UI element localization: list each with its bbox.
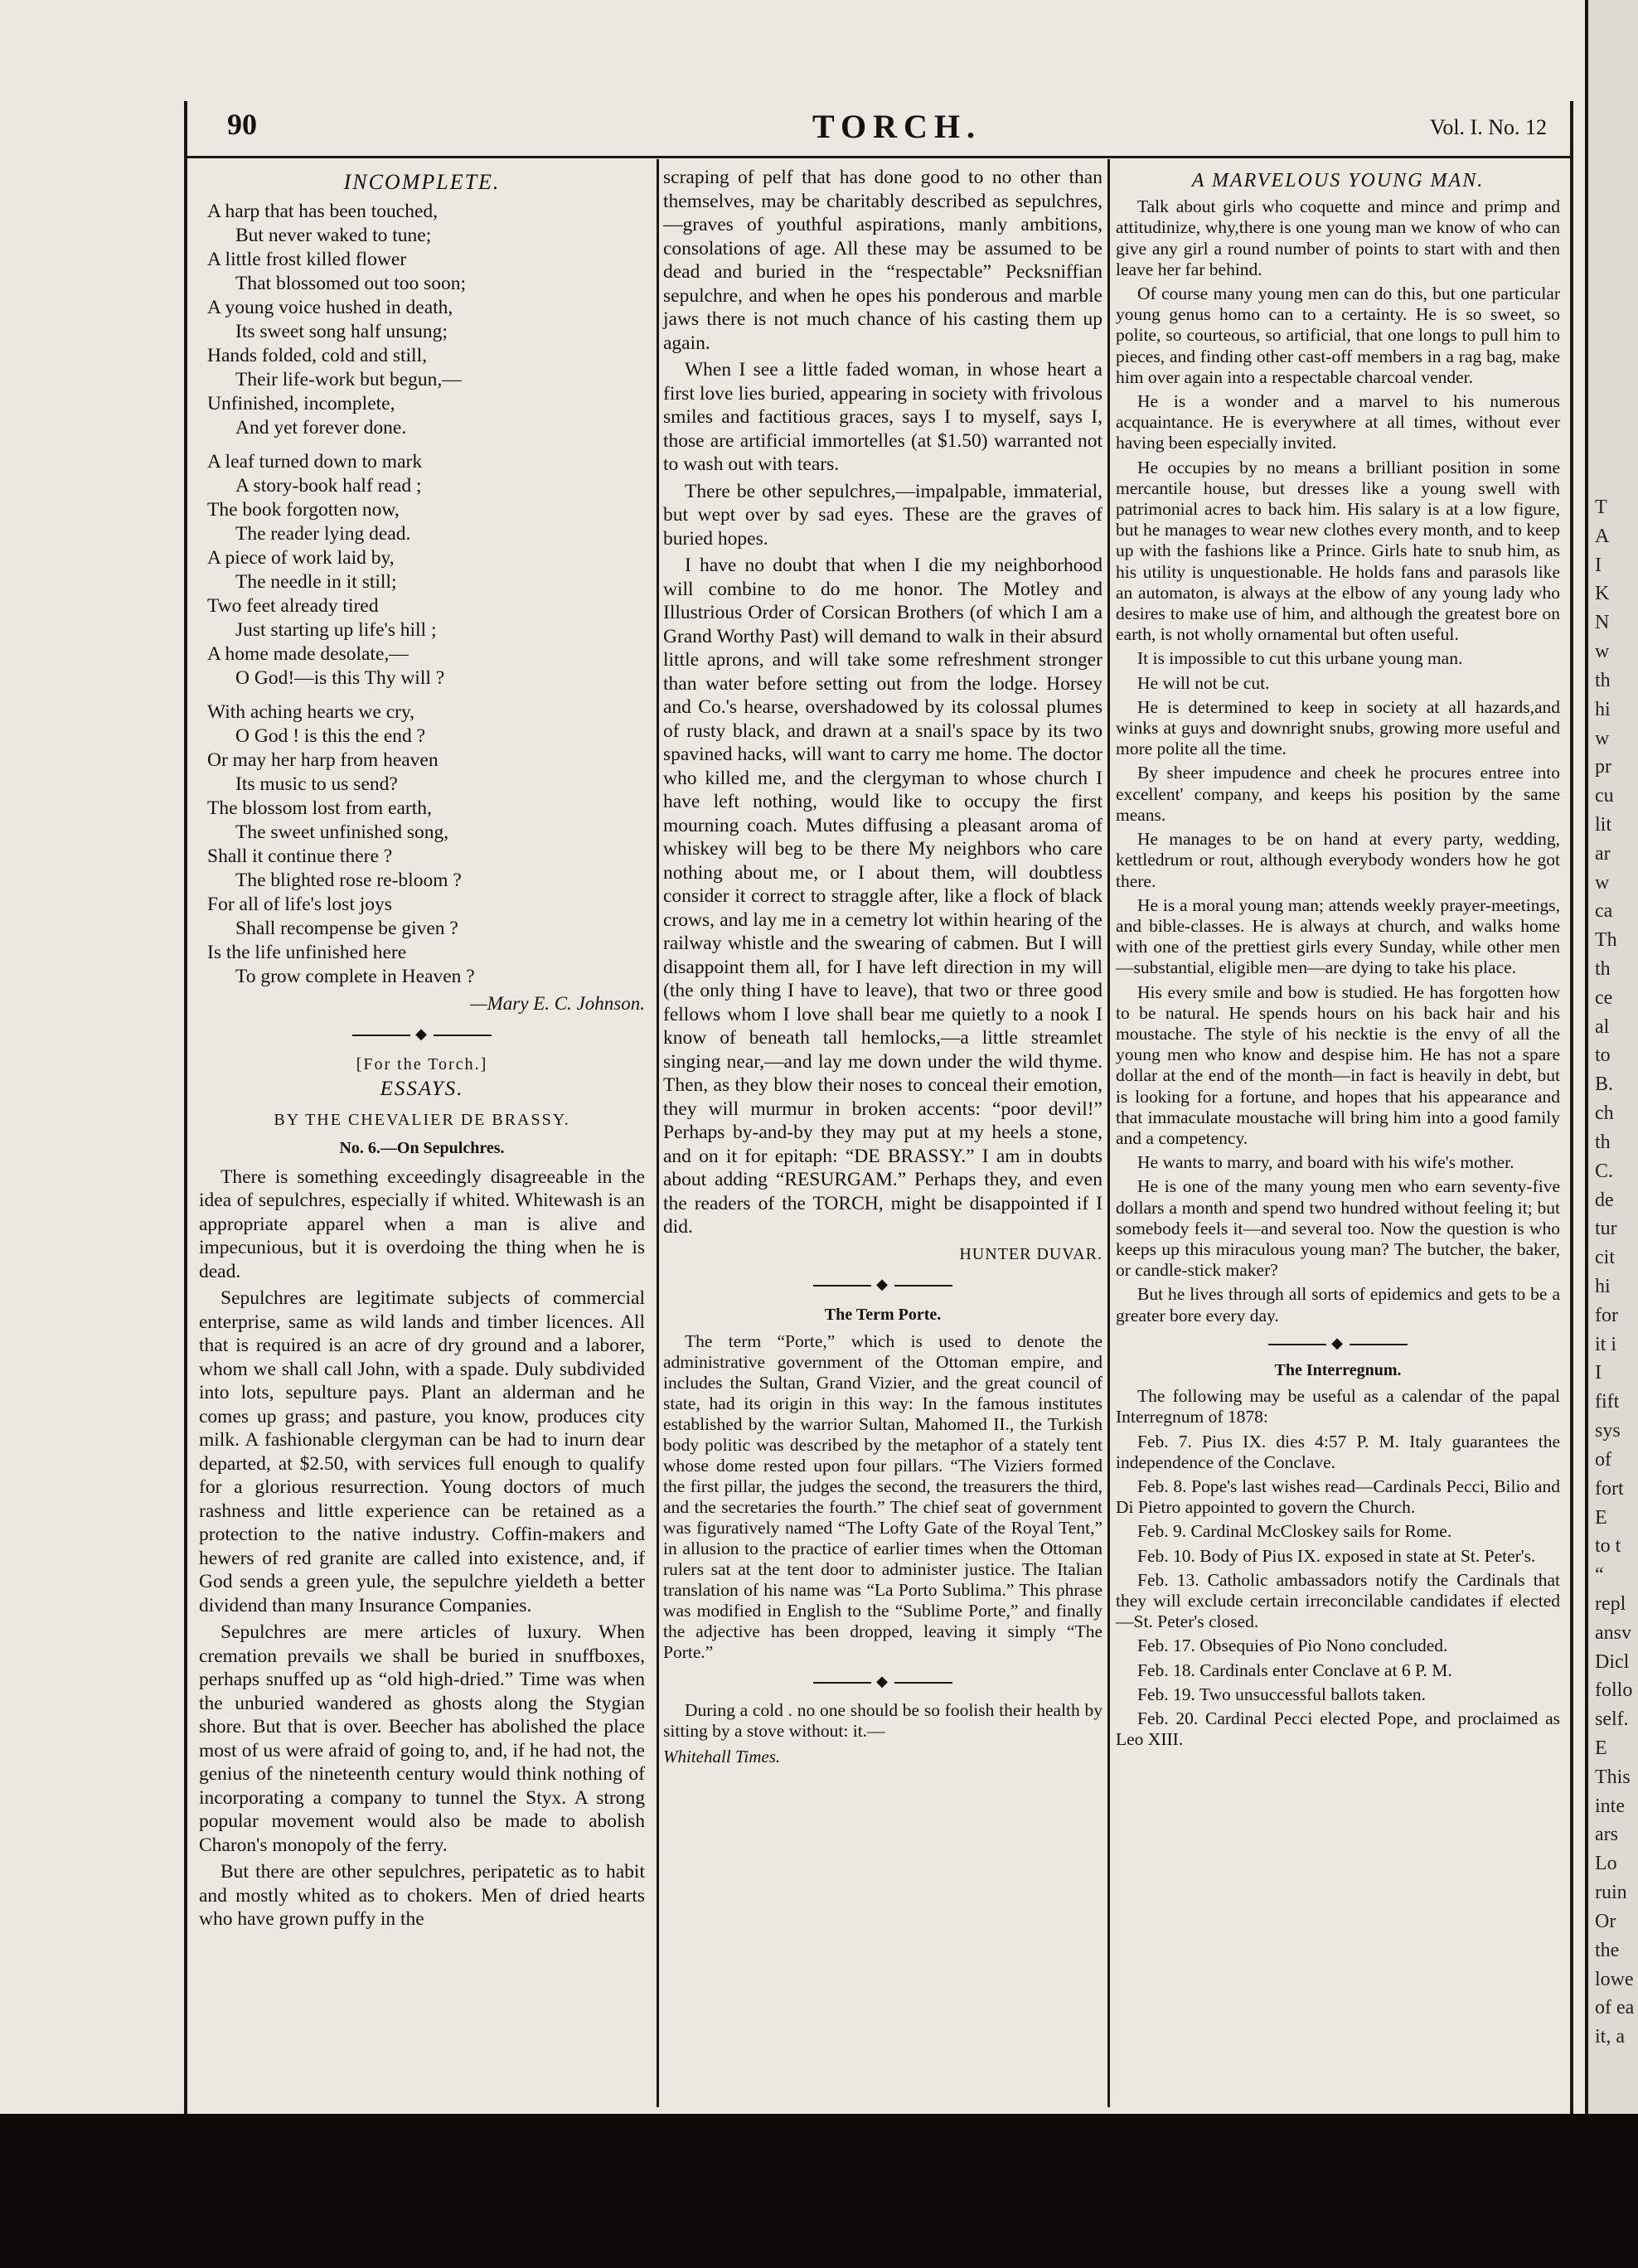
poem-line: The blossom lost from earth, bbox=[207, 797, 432, 819]
edge-text-fragment: hi bbox=[1595, 1276, 1611, 1297]
page-number: 90 bbox=[227, 108, 257, 141]
edge-text-fragment: N bbox=[1595, 612, 1610, 634]
poem-line: Hands folded, cold and still, bbox=[207, 344, 427, 366]
edge-text-fragment: cit bbox=[1595, 1247, 1615, 1269]
poem-line: Shall recompense be given ? bbox=[235, 917, 458, 939]
edge-text-fragment: ca bbox=[1595, 900, 1613, 923]
edge-text-fragment: E bbox=[1595, 1737, 1607, 1760]
poem-line: That blossomed out too soon; bbox=[235, 272, 467, 294]
essay-source-note: [For the Torch.] bbox=[356, 1054, 488, 1073]
edge-text-fragment: fort bbox=[1595, 1477, 1624, 1500]
edge-text-fragment: ruin bbox=[1595, 1882, 1627, 1904]
edge-text-fragment: de bbox=[1595, 1189, 1614, 1211]
edge-text-fragment: inte bbox=[1595, 1795, 1625, 1817]
calendar-entry: Feb. 10. Body of Pius IX. exposed in state at St. Peter's. bbox=[1137, 1545, 1536, 1566]
poem-line: To grow complete in Heaven ? bbox=[235, 965, 475, 987]
calendar-entry: Feb. 8. Pope's last wishes read—Cardinals Pecci, Bilio and Di Pietro appointed to govern the Church. bbox=[1116, 1476, 1560, 1518]
edge-text-fragment: it, a bbox=[1595, 2026, 1625, 2048]
paragraph: He wants to marry, and board with his wife's mother. bbox=[1137, 1152, 1514, 1173]
edge-text-fragment: “ bbox=[1595, 1564, 1604, 1587]
edge-text-fragment: to t bbox=[1595, 1535, 1621, 1558]
edge-text-fragment: th bbox=[1595, 669, 1611, 691]
poem-line: A young voice hushed in death, bbox=[207, 296, 453, 318]
paragraph: scraping of pelf that has done good to no other than themselves, may be charitably described as sepulchres,—graves of youthful aspirations, manly ambitions, consolations of age. All these may be assumed to be dead and buried in the “respectable” Pecksniffian sepulchre, and when he opes his ponderous and marble jaws there is not much chance of his casting them up again. bbox=[663, 167, 1102, 354]
poem-line: Just starting up life's hill ; bbox=[235, 618, 437, 641]
edge-text-fragment: I bbox=[1595, 1362, 1602, 1384]
poem-line: A harp that has been touched, bbox=[207, 200, 438, 222]
poem-line: For all of life's lost joys bbox=[207, 893, 392, 915]
edge-text-fragment: tur bbox=[1595, 1218, 1617, 1240]
calendar-entry: Feb. 17. Obsequies of Pio Nono concluded. bbox=[1137, 1636, 1448, 1656]
poem-line: With aching hearts we cry, bbox=[207, 700, 415, 723]
paragraph: He is determined to keep in society at all hazards,and winks at guys and downright snubs, growing more useful and more polite all the time. bbox=[1116, 696, 1560, 759]
paragraph: But there are other sepulchres, peripatetic as to habit and mostly whited as to chokers. Men of dried hearts who have grown puffy in the bbox=[199, 1861, 645, 1930]
paragraph: Of course many young men can do this, but one particular young genus homo can to a certainty. He is so sweet, so polite, so courteous, so artificial, that one longs to pull him to pieces, and finding other cast-off members in a rag bag, make him over again into a respectable charcoal vender. bbox=[1116, 284, 1560, 387]
paragraph: The following may be useful as a calendar of the papal Interregnum of 1878: bbox=[1116, 1386, 1560, 1427]
edge-text-fragment: for bbox=[1595, 1304, 1618, 1326]
poem-line: And yet forever done. bbox=[235, 416, 407, 439]
edge-text-fragment: repl bbox=[1595, 1592, 1626, 1615]
poem-line: Two feet already tired bbox=[207, 594, 379, 617]
paragraph: When I see a little faded woman, in whose heart a first love lies buried, appearing in society with frivolous smiles and factitious graces, says I to myself, says I, those are artificial immortelles (at $1.50) warranted not to wash out with tears. bbox=[663, 359, 1102, 475]
poem-line: O God ! is this the end ? bbox=[235, 724, 426, 747]
calendar-entry: Feb. 13. Catholic ambassadors notify the Cardinals that they will exclude certain irreconcilable candidates if elected—St. Peter's closed. bbox=[1116, 1569, 1560, 1632]
edge-text-fragment: of ea bbox=[1595, 1997, 1635, 2019]
edge-text-fragment: lit bbox=[1595, 813, 1612, 836]
ornament-divider: ◆ bbox=[663, 1670, 1102, 1694]
poem-line: Shall it continue there ? bbox=[207, 845, 393, 867]
ornament-divider: ◆ bbox=[1116, 1333, 1560, 1354]
edge-text-fragment: follo bbox=[1595, 1679, 1633, 1702]
essay-author: BY THE CHEVALIER DE BRASSY. bbox=[274, 1110, 570, 1129]
poem-line: A home made desolate,— bbox=[207, 642, 409, 665]
poem-line: The book forgotten now, bbox=[207, 498, 400, 521]
essay-heading: ESSAYS. bbox=[380, 1078, 464, 1100]
poem-line: The sweet unfinished song, bbox=[235, 821, 449, 843]
poem-line: A story-book half read ; bbox=[235, 474, 422, 497]
edge-text-fragment: Th bbox=[1595, 929, 1617, 952]
paragraph: He is a wonder and a marvel to his numerous acquaintance. He is everywhere at all times, without ever having been especially invited. bbox=[1116, 391, 1560, 453]
edge-text-fragment: lowe bbox=[1595, 1968, 1634, 1990]
paragraph: By sheer impudence and cheek he procures entree into excellent' company, and keeps his position by the same means. bbox=[1116, 763, 1560, 825]
poem-line: But never waked to tune; bbox=[235, 224, 432, 246]
ornament-divider: ◆ bbox=[663, 1272, 1102, 1296]
edge-text-fragment: hi bbox=[1595, 698, 1611, 720]
edge-text-fragment: E bbox=[1595, 1506, 1607, 1529]
edge-text-fragment: K bbox=[1595, 583, 1610, 605]
edge-text-fragment: sys bbox=[1595, 1420, 1621, 1442]
article-title: A MARVELOUS YOUNG MAN. bbox=[1191, 170, 1485, 191]
paragraph: The term “Porte,” which is used to denote the administrative government of the Ottoman empire, and includes the Sultan, Grand Vizier, and the great council of state, had its origin in this way: In the famous institutes established by the warrior Sultan, Mahomed II., the Turkish body politic was described by the metaphor of a stately tent whose dome rested upon four pillars. “The Viziers formed the first pillar, the judges the second, the treasurers the third, and the secretaries the fourth.” The chief seat of government was figuratively named “The Lofty Gate of the Royal Tent,” in allusion to the practice of earlier times when the Ottoman rulers sat at the tent door to administer justice. The Italian translation of his name was “La Porto Sublima.” This phrase was modified in English to the “Sublime Porte,” and finally the adjective has been dropped, leaving it simply “The Porte.” bbox=[663, 1331, 1102, 1662]
interregnum-title: The Interregnum. bbox=[1274, 1360, 1402, 1379]
poem-attribution: —Mary E. C. Johnson. bbox=[470, 992, 645, 1014]
poem-title: INCOMPLETE. bbox=[343, 170, 501, 194]
edge-text-fragment: ars bbox=[1595, 1824, 1618, 1846]
edge-text-fragment: the bbox=[1595, 1939, 1620, 1961]
edge-text-fragment: ansv bbox=[1595, 1621, 1631, 1644]
paragraph: During a cold . no one should be so foolish their health by sitting by a stove without: it.— bbox=[663, 1699, 1102, 1741]
essay-signature: HUNTER DUVAR. bbox=[959, 1244, 1102, 1263]
poem-line: A piece of work laid by, bbox=[207, 546, 395, 569]
edge-text-fragment: al bbox=[1595, 1015, 1610, 1038]
edge-text-fragment: w bbox=[1595, 871, 1610, 894]
poem-line: Their life-work but begun,— bbox=[235, 368, 462, 390]
poem-line: A leaf turned down to mark bbox=[207, 450, 423, 472]
paragraph: He occupies by no means a brilliant position in some mercantile house, but dresses like a young swell with patrimonial acres to back him. His salary is at a low figure, but he manages to wear new clothes every month, and to keep up with the fashions like a Prince. Girls hate to snub him, as his utility is unquestionable. He holds fans and parasols like an automaton, is always at the elbow of any young lady who desires to make use of him, and although the greatest bore on earth, is not wholly ornamental but often useful. bbox=[1116, 457, 1560, 645]
paragraph: His every smile and bow is studied. He has forgotten how to be natural. He spends hours on his back hair and his moustache. The style of his necktie is the envy of all the young men who know and despise him. He has not a spare dollar at the end of the month—in fact is heavily in debt, but is looking for a fortune, and hopes that his appearance and that immaculate moustache will bring him into a good family and a competency. bbox=[1116, 981, 1560, 1148]
paragraph: But he lives through all sorts of epidemics and gets to be a greater bore every day. bbox=[1116, 1284, 1560, 1325]
poem-line: Or may her harp from heaven bbox=[207, 749, 439, 771]
edge-text-fragment: it i bbox=[1595, 1333, 1617, 1355]
edge-text-fragment: I bbox=[1595, 554, 1602, 576]
edge-text-fragment: ch bbox=[1595, 1102, 1614, 1125]
paragraph: Sepulchres are legitimate subjects of commercial enterprise, same as wild lands and timber licences. All that is required is an acre of dry ground and a laborer, whom we shall call John, with a spade. Duly subdivided into lots, sepulture pays. Plant an alderman and he comes up grass; and pasture, you know, produces city milk. A fashionable clergyman can be had to inurn dear departed, at $2.50, with services full enough to qualify for a glorious resurrection. Young doctors of much rashness and little experience can be retained as a protection to the native industry. Coffin-makers and hewers of red granite are called into existence, and, if God sends a green yule, the sepulchre yieldeth a better dividend than many Insurance Companies. bbox=[199, 1287, 645, 1616]
paragraph: Sepulchres are mere articles of luxury. When cremation prevails we shall be buried in snuffboxes, perhaps snuffed up as “old high-dried.” Time was when the unburied wandered as ghosts along the Stygian shore. But that is over. Beecher has abolished the place most of us were afraid of going to, and, if he had not, the genius of the nineteenth century would think nothing of incorporating a company to tunnel the Styx. A strong popular movement would also be made to abolish Charon's monopoly of the ferry. bbox=[199, 1621, 645, 1856]
edge-text-fragment: Or bbox=[1595, 1910, 1616, 1932]
calendar-entry: Feb. 20. Cardinal Pecci elected Pope, and proclaimed as Leo XIII. bbox=[1116, 1708, 1560, 1750]
edge-text-fragment: th bbox=[1595, 958, 1611, 981]
edge-text-fragment: B. bbox=[1595, 1073, 1614, 1096]
edge-text-fragment: w bbox=[1595, 641, 1610, 663]
edge-text-fragment: ce bbox=[1595, 986, 1613, 1009]
edge-text-fragment: ar bbox=[1595, 842, 1611, 865]
edge-text-fragment: C. bbox=[1595, 1160, 1614, 1182]
paragraph: He is a moral young man; attends weekly prayer-meetings, and bible-classes. He is always at church, and walks home with one of the prettiest girls every Sunday, while other men—substantial, eligible men—are dying to take his place. bbox=[1116, 894, 1560, 978]
edge-text-fragment: pr bbox=[1595, 756, 1611, 778]
calendar-entry: Feb. 7. Pius IX. dies 4:57 P. M. Italy guarantees the independence of the Conclave. bbox=[1116, 1431, 1560, 1472]
poem-line: Its sweet song half unsung; bbox=[235, 320, 448, 342]
paragraph: I have no doubt that when I die my neighborhood will combine to do me honor. The Motley and Illustrious Order of Corsican Brothers (of which I am a Grand Worthy Past) will demand to walk in their absurd little aprons, and will take some refreshment stronger than water before setting out from the lodge. Horsey and Co.'s hearse, overshadowed by its colossal plumes of rusty black, and drawn at a snail's space by its two spavined hacks, will want to carry me home. The doctor who killed me, and the clergyman to whose church I have left nothing, would like to occupy the first mourning coach. Mutes diffusing a pleasant aroma of whiskey will beg to be there My neighbors who care nothing about me, or I about them, will doubtless consider it correct to straggle after, like a flock of black crows, and lay me in a cemetry lot within hearing of the railway whistle and the swearing of cabmen. But I will disappoint them all, for I have left direction in my will (the only thing I have to leave), that two or three good fellows whom I love shall bear me quietly to a nook I know of beneath tall hemlocks,—a little streamlet singing near,—and lay me down under the wild thyme. Then, as they blow their noses to conceal their emotion, they will murmur in broken accents: “poor devil!” Perhaps by-and-by they may put at my heels a stone, and on it for epitaph: “DE BRASSY.” I am in doubts about adding “RESURGAM.” Perhaps they, and even the readers of the TORCH, might be disappointed if I did. bbox=[663, 555, 1102, 1238]
calendar-entry: Feb. 18. Cardinals enter Conclave at 6 P. M. bbox=[1137, 1660, 1452, 1680]
edge-text-fragment: Lo bbox=[1595, 1853, 1617, 1875]
poem-line: A little frost killed flower bbox=[207, 248, 407, 270]
porte-title: The Term Porte. bbox=[824, 1305, 942, 1324]
paragraph: There be other sepulchres,—impalpable, immaterial, but wept over by sad eyes. These are the graves of buried hopes. bbox=[663, 480, 1102, 550]
edge-text-fragment: cu bbox=[1595, 785, 1614, 807]
edge-text-fragment: T bbox=[1595, 497, 1607, 518]
edge-text-fragment: of bbox=[1595, 1448, 1611, 1471]
quote-source: Whitehall Times. bbox=[663, 1746, 781, 1766]
paragraph: It is impossible to cut this urbane young man. bbox=[1137, 648, 1463, 669]
edge-text-fragment: w bbox=[1595, 727, 1610, 749]
paragraph: He is one of the many young men who earn seventy-five dollars a month and spend two hundred without feeling it; but somebody feels it—and several too. Now the question is who keeps up this miraculous young man? The butcher, the baker, or candle-stick maker? bbox=[1116, 1176, 1560, 1281]
masthead: TORCH. bbox=[812, 108, 981, 145]
page-frame bbox=[184, 101, 1573, 2114]
poem-line: Unfinished, incomplete, bbox=[207, 392, 395, 414]
ornament-divider: ◆ bbox=[199, 1022, 645, 1046]
poem-line: Its music to us send? bbox=[235, 773, 398, 795]
paragraph: Talk about girls who coquette and mince and primp and attitudinize, why,there is one young man we know of who can give any girl a round number of points to start with and then leave her far behind. bbox=[1116, 196, 1560, 279]
edge-text-fragment: This bbox=[1595, 1766, 1631, 1788]
poem-line: The reader lying dead. bbox=[235, 522, 411, 545]
poem-line: Is the life unfinished here bbox=[207, 941, 407, 963]
poem-line: The blighted rose re-bloom ? bbox=[235, 869, 462, 891]
edge-text-fragment: A bbox=[1595, 525, 1610, 547]
edge-text-fragment: th bbox=[1595, 1131, 1611, 1153]
edge-text-fragment: Dicl bbox=[1595, 1650, 1630, 1673]
poem-line: O God!—is this Thy will ? bbox=[235, 666, 445, 689]
poem-line: The needle in it still; bbox=[235, 570, 397, 593]
essay-number: No. 6.—On Sepulchres. bbox=[339, 1139, 505, 1157]
calendar-entry: Feb. 9. Cardinal McCloskey sails for Rome. bbox=[1137, 1521, 1452, 1542]
paragraph: There is something exceedingly disagreeable in the idea of sepulchres, especially if whited. Whitewash is an appropriate apparel when a man is alive and impecunious, but it is overdoing the thing when he is dead. bbox=[199, 1166, 645, 1282]
adjacent-page-edge bbox=[1585, 0, 1638, 2114]
paragraph: He manages to be on hand at every party, wedding, kettledrum or rout, although everybody wonders how he got there. bbox=[1116, 829, 1560, 891]
edge-text-fragment: fift bbox=[1595, 1391, 1620, 1413]
calendar-entry: Feb. 19. Two unsuccessful ballots taken. bbox=[1137, 1684, 1427, 1704]
volume-number: Vol. I. No. 12 bbox=[1429, 115, 1547, 139]
edge-text-fragment: self. bbox=[1595, 1708, 1629, 1731]
edge-text-fragment: to bbox=[1595, 1044, 1611, 1067]
paragraph: He will not be cut. bbox=[1137, 672, 1270, 693]
